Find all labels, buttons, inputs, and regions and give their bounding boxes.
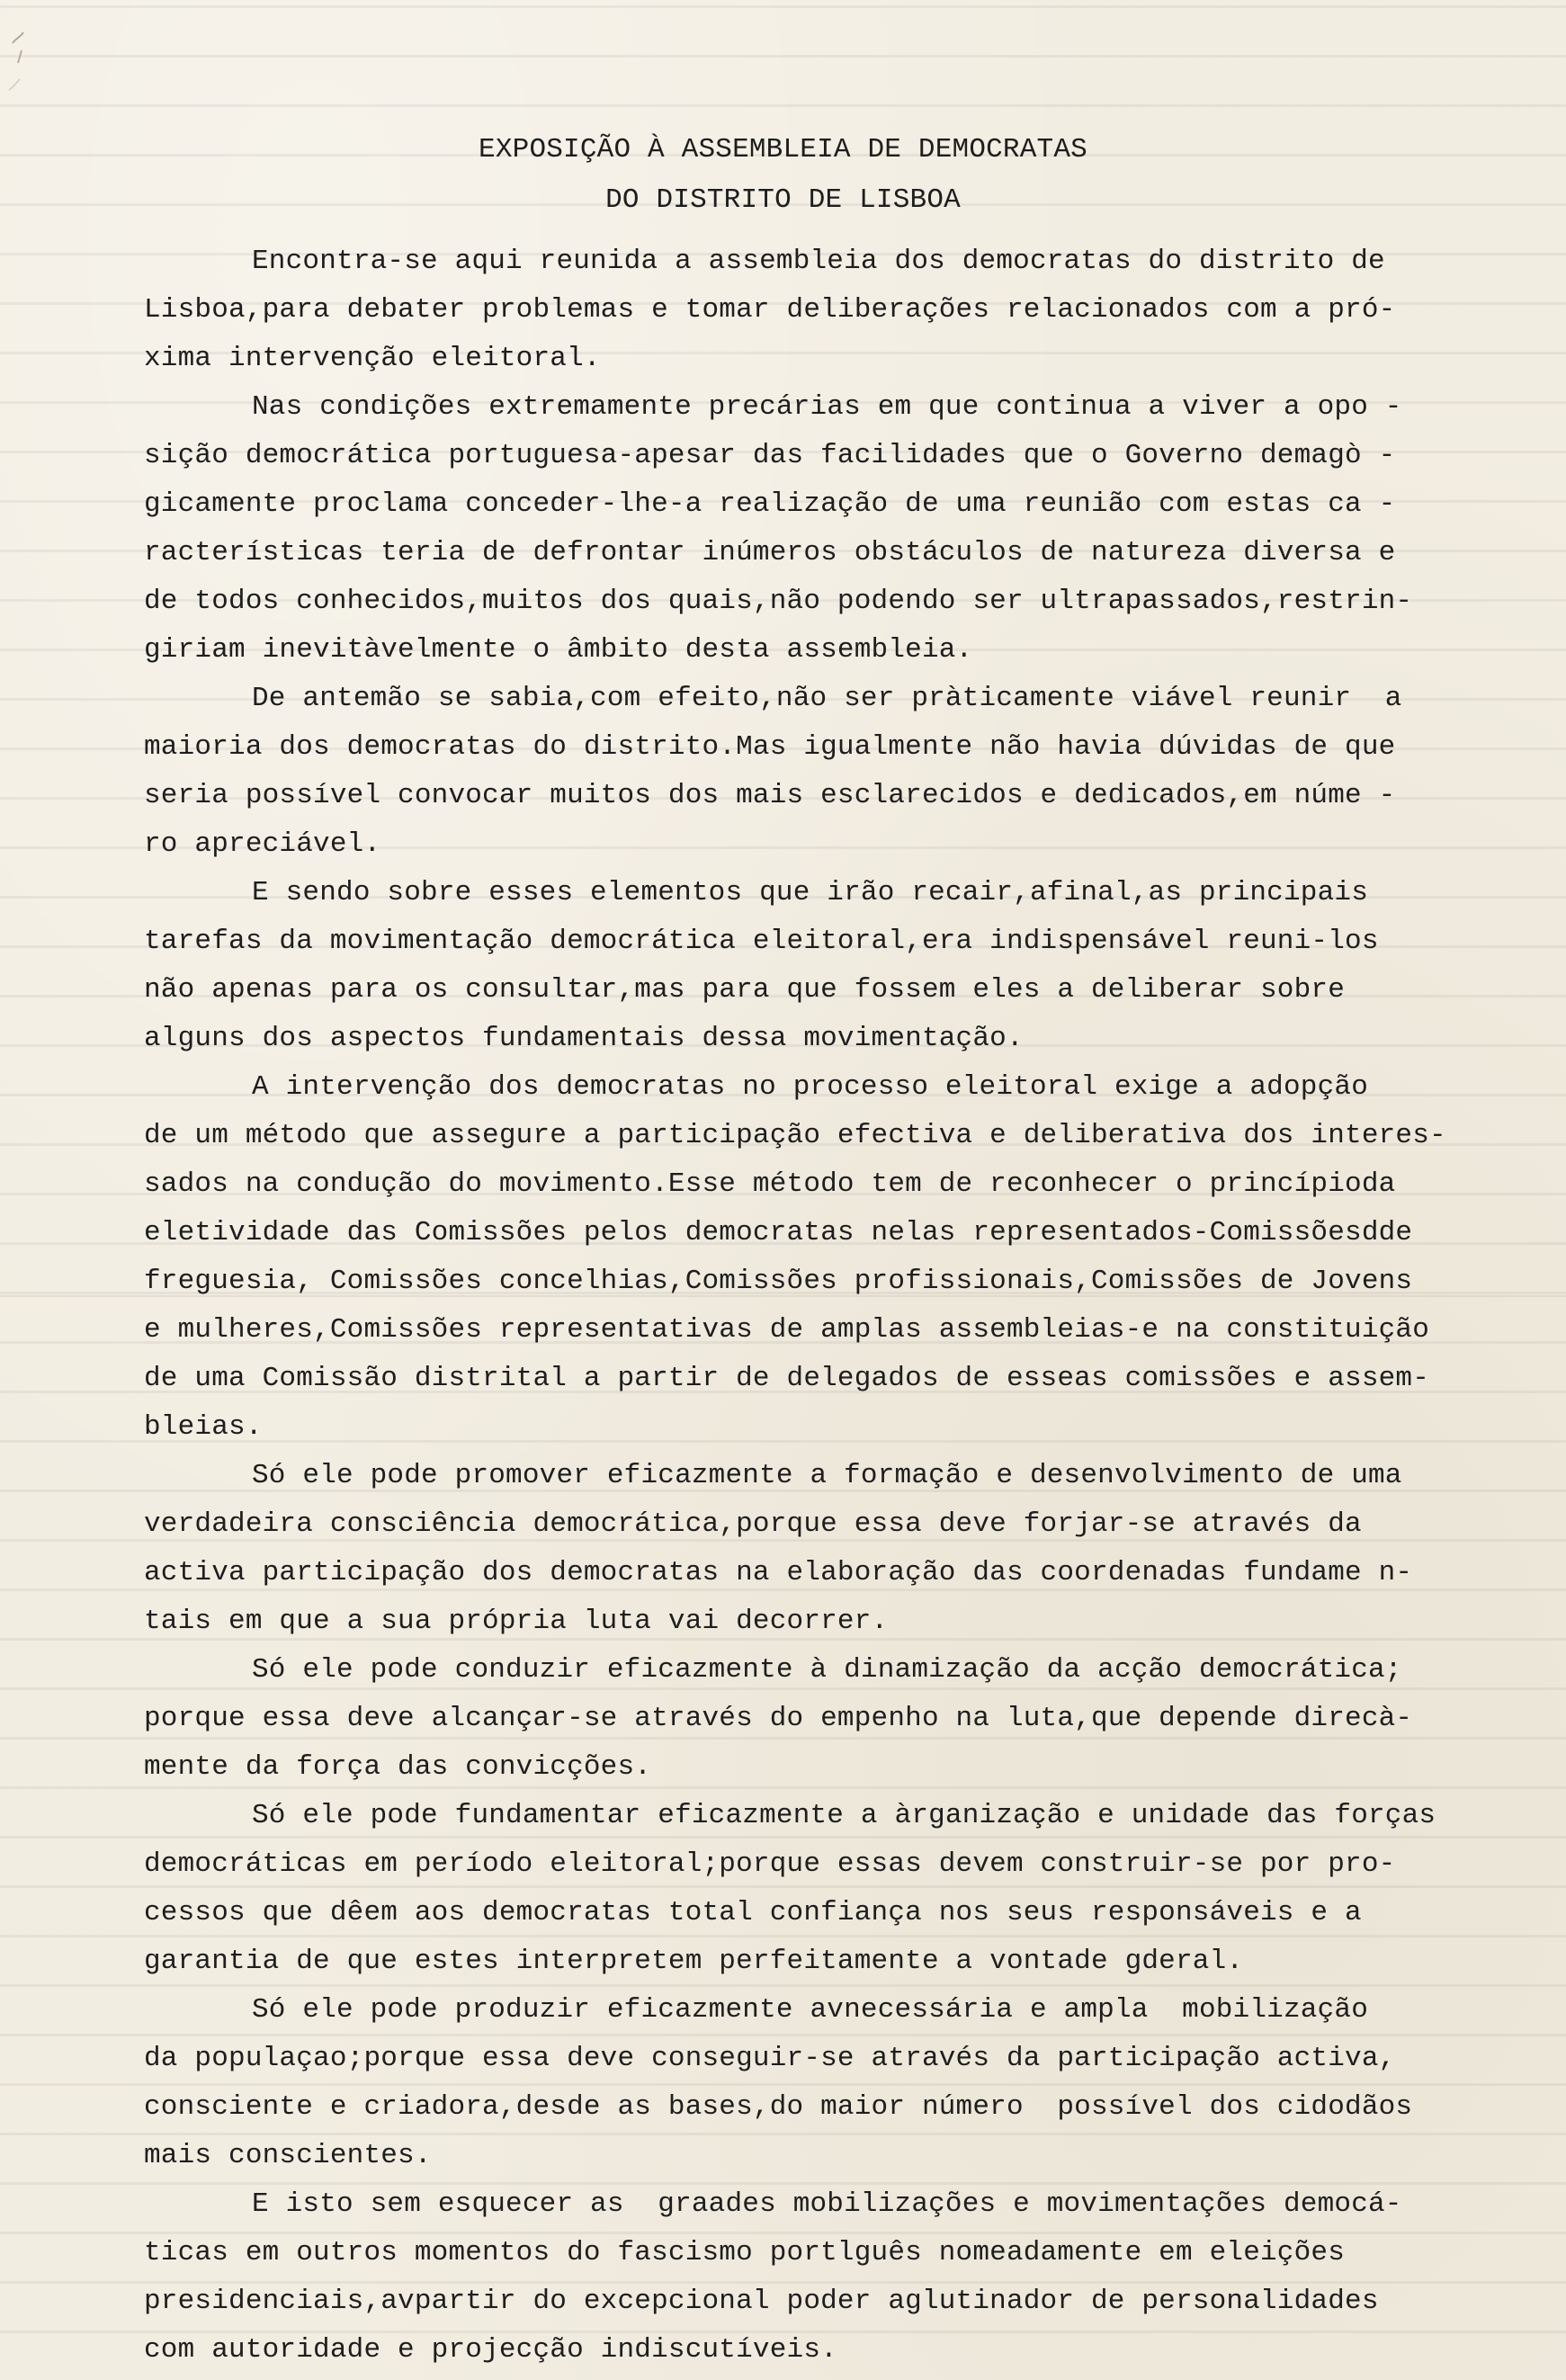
paragraph-9 — [144, 1986, 1493, 2180]
paragraph-8 — [144, 1792, 1493, 1986]
paragraph-6 — [144, 1452, 1493, 1646]
paragraph-line: presidenciais,avpartir do excepcional poder aglutinador de personalidades — [144, 2286, 1379, 2317]
paragraph-line: giriam inevitàvelmente o âmbito desta assembleia. — [144, 634, 973, 666]
paragraph-line: maioria dos democratas do distrito.Mas igualmente não havia dúvidas de que — [144, 731, 1396, 763]
paragraph-line: cessos que dêem aos democratas total confiança nos seus responsáveis e a — [144, 1897, 1362, 1928]
title-line-2: DO DISTRITO DE LISBOA — [605, 184, 961, 216]
paragraph-10 — [144, 2180, 1493, 2375]
title-line-1: EXPOSIÇÃO À ASSEMBLEIA DE DEMOCRATAS — [479, 134, 1087, 166]
paragraph-line: freguesia, Comissões concelhias,Comissões profissionais,Comissões de Jovens — [144, 1266, 1413, 1297]
paragraph-line: de todos conhecidos,muitos dos quais,não podendo ser ultrapassados,restrin- — [144, 586, 1413, 617]
paragraph-line: mais conscientes. — [144, 2140, 432, 2171]
paragraph-line: alguns dos aspectos fundamentais dessa movimentação. — [144, 1023, 1024, 1054]
paragraph-line: consciente e criadora,desde as bases,do maior número possível dos cidodãos — [144, 2091, 1413, 2123]
corner-mark — [0, 0, 72, 108]
document-body — [144, 237, 1493, 2375]
paragraph-line: sição democrática portuguesa-apesar das facilidades que o Governo demagò - — [144, 440, 1396, 471]
paragraph-line: Lisboa,para debater problemas e tomar deliberações relacionados com a pró- — [144, 294, 1396, 326]
document-title — [0, 126, 1566, 225]
paragraph-line: Só ele pode conduzir eficazmente à dinamização da acção democrática; — [252, 1654, 1402, 1686]
paragraph-line: com autoridade e projecção indiscutíveis. — [144, 2334, 837, 2366]
paragraph-line: De antemão se sabia,com efeito,não ser pràticamente viável reunir a — [252, 683, 1402, 714]
paragraph-line: ticas em outros momentos do fascismo portlguês nomeadamente em eleições — [144, 2237, 1346, 2268]
paragraph-line: Só ele pode produzir eficazmente avnecessária e ampla mobilização — [252, 1994, 1368, 2026]
paragraph-line: Encontra-se aqui reunida a assembleia dos democratas do distrito de — [252, 246, 1385, 277]
paragraph-line: racterísticas teria de defrontar inúmeros obstáculos de natureza diversa e — [144, 537, 1396, 568]
paragraph-line: tarefas da movimentação democrática eleitoral,era indispensável reuni-los — [144, 926, 1379, 957]
paragraph-line: A intervenção dos democratas no processo eleitoral exige a adopção — [252, 1071, 1368, 1103]
paragraph-2 — [144, 383, 1493, 675]
paragraph-4 — [144, 869, 1493, 1063]
paragraph-line: e mulheres,Comissões representativas de amplas assembleias-e na constituição — [144, 1314, 1430, 1346]
paragraph-line: activa participação dos democratas na elaboração das coordenadas fundame n- — [144, 1557, 1413, 1588]
paragraph-line: verdadeira consciência democrática,porque essa deve forjar-se através da — [144, 1508, 1362, 1540]
paragraph-5 — [144, 1063, 1493, 1452]
paragraph-line: bleias. — [144, 1411, 263, 1443]
paragraph-line: porque essa deve alcançar-se através do empenho na luta,que depende direcà- — [144, 1703, 1413, 1734]
paragraph-line: gicamente proclama conceder-lhe-a realização de uma reunião com estas ca - — [144, 488, 1396, 520]
paragraph-line: mente da força das convicções. — [144, 1751, 652, 1783]
paragraph-line: de uma Comissão distrital a partir de delegados de esseas comissões e assem- — [144, 1363, 1430, 1394]
paragraph-line: eletividade das Comissões pelos democratas nelas representados-Comissõesdde — [144, 1217, 1413, 1248]
paragraph-line: de um método que assegure a participação efectiva e deliberativa dos interes- — [144, 1120, 1446, 1151]
paragraph-line: garantia de que estes interpretem perfeitamente a vontade gderal. — [144, 1946, 1244, 1977]
paragraph-line: sados na condução do movimento.Esse método tem de reconhecer o princípioda — [144, 1168, 1396, 1200]
paragraph-line: democráticas em período eleitoral;porque essas devem construir-se por pro- — [144, 1848, 1396, 1880]
paragraph-line: xima intervenção eleitoral. — [144, 343, 601, 374]
paragraph-line: não apenas para os consultar,mas para que fossem eles a deliberar sobre — [144, 974, 1346, 1006]
paragraph-line: da populaçao;porque essa deve conseguir-se através da participação activa, — [144, 2043, 1396, 2074]
paragraph-line: Só ele pode fundamentar eficazmente a àrganização e unidade das forças — [252, 1800, 1436, 1831]
paragraph-1 — [144, 237, 1493, 383]
paragraph-line: Nas condições extremamente precárias em que continua a viver a opo - — [252, 391, 1402, 423]
paragraph-line: seria possível convocar muitos dos mais esclarecidos e dedicados,em núme - — [144, 780, 1396, 811]
paragraph-line: tais em que a sua própria luta vai decorrer. — [144, 1606, 889, 1637]
paragraph-line: E sendo sobre esses elementos que irão recair,afinal,as principais — [252, 877, 1368, 908]
paragraph-line: ro apreciável. — [144, 828, 381, 860]
paragraph-7 — [144, 1646, 1493, 1792]
paragraph-line: Só ele pode promover eficazmente a formação e desenvolvimento de uma — [252, 1460, 1402, 1491]
paragraph-line: E isto sem esquecer as graades mobilizações e movimentações democá- — [252, 2188, 1402, 2220]
paragraph-3 — [144, 675, 1493, 869]
